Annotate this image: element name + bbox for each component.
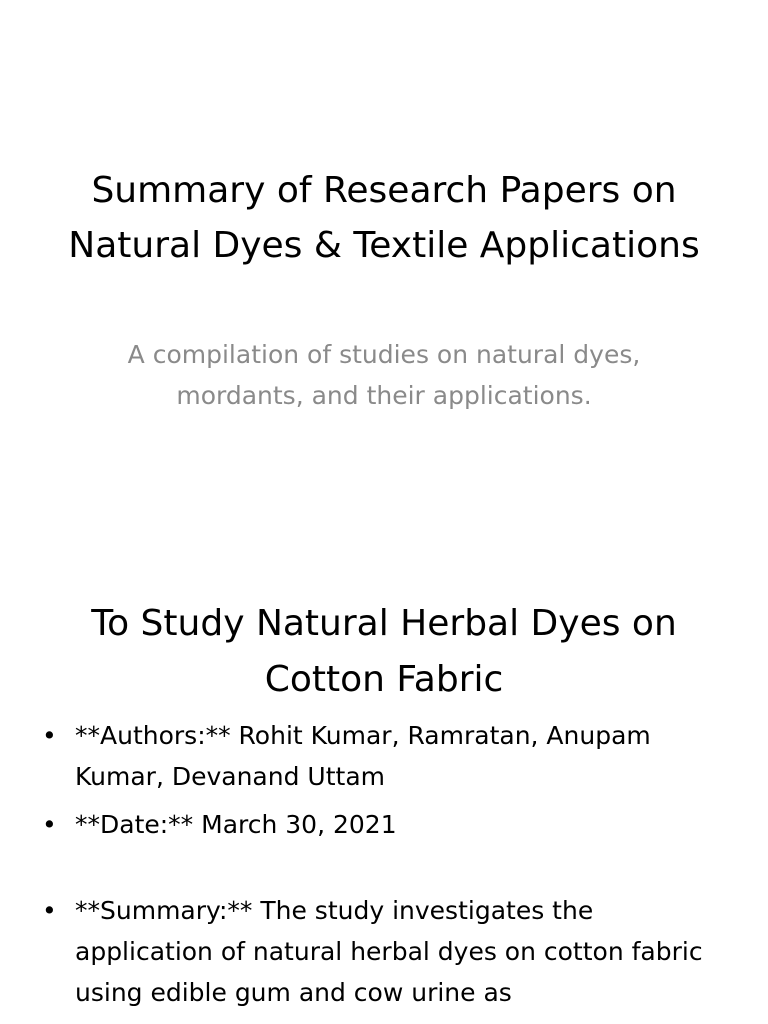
list-item: [0, 715, 768, 797]
slide-title: Summary of Research Papers on Natural Dyes & Textile Applications: [68, 170, 700, 266]
bullet-icon: •: [42, 896, 57, 925]
bullet-text-authors: **Authors:** Rohit Kumar, Ramratan, Anupam Kumar, Devanand Uttam: [75, 721, 651, 791]
list-item: [0, 890, 768, 1013]
slide-subtitle: A compilation of studies on natural dyes, mordants, and their applications.: [127, 340, 641, 410]
bullet-text-summary: **Summary:** The study investigates the application of natural herbal dyes on cotton fabric using edible gum and cow urine as: [75, 896, 703, 1007]
bullet-icon: •: [42, 721, 57, 750]
bullet-icon: •: [42, 810, 57, 839]
section-title: To Study Natural Herbal Dyes on Cotton Fabric: [91, 603, 677, 700]
bullet-text-date: **Date:** March 30, 2021: [75, 810, 397, 839]
bullet-list: [0, 715, 768, 1013]
list-item: [0, 804, 768, 845]
